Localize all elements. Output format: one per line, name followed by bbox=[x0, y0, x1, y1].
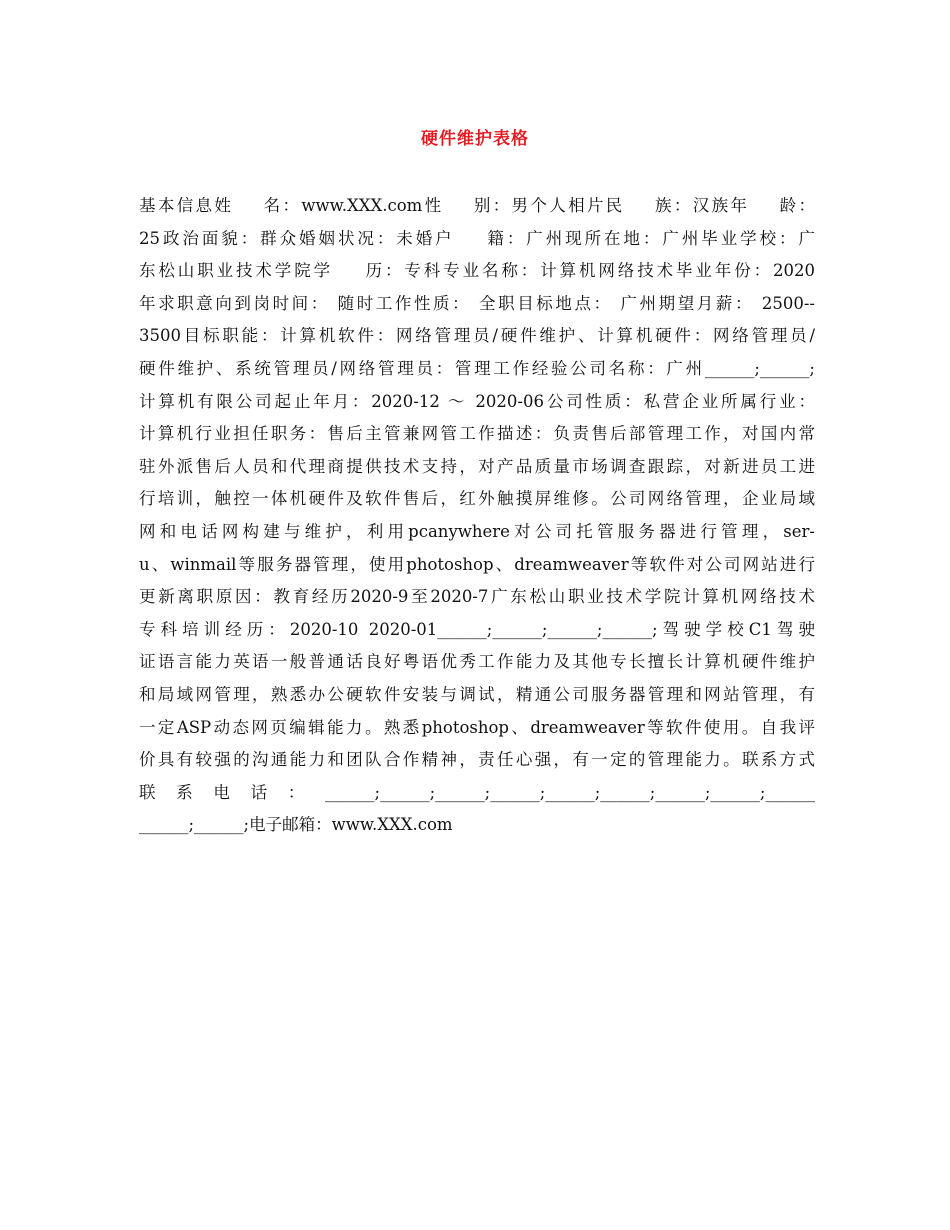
body-line-5: 3500目标职能：计算机软件：网络管理员/硬件维护、计算机硬件：网络管理员/ bbox=[139, 326, 815, 346]
body-line-20: ______;______;电子邮箱：www.XXX.com bbox=[139, 815, 453, 835]
body-line-10: 行培训，触控一体机硬件及软件售后，红外触摸屏维修。公司网络管理，企业局域 bbox=[139, 489, 815, 509]
body-line-19: 联系电话：______;______;______;______;______;______;______;______;______ bbox=[139, 782, 815, 802]
body-line-17: 一定ASP动态网页编辑能力。熟悉photoshop、dreamweaver等软件使用。自我评 bbox=[139, 717, 815, 737]
body-line-4: 年求职意向到岗时间： 随时工作性质： 全职目标地点： 广州期望月薪： 2500-- bbox=[139, 293, 815, 313]
body-line-18: 价具有较强的沟通能力和团队合作精神，责任心强，有一定的管理能力。联系方式 bbox=[139, 750, 815, 770]
body-line-7: 计算机有限公司起止年月：2020-12 ～ 2020-06公司性质：私营企业所属行业： bbox=[139, 391, 815, 411]
body-line-14: 专科培训经历：2020-10 2020-01______;______;______;______;驾驶学校C1驾驶 bbox=[139, 619, 815, 639]
document-body bbox=[139, 190, 815, 842]
body-line-11: 网和电话网构建与维护，利用pcanywhere对公司托管服务器进行管理，ser- bbox=[139, 521, 815, 541]
body-line-13: 更新离职原因：教育经历2020-9至2020-7广东松山职业技术学院计算机网络技术 bbox=[139, 587, 815, 607]
body-line-6: 硬件维护、系统管理员/网络管理员：管理工作经验公司名称：广州______;______; bbox=[139, 358, 815, 378]
body-line-16: 和局域网管理，熟悉办公硬软件安装与调试，精通公司服务器管理和网站管理，有 bbox=[139, 684, 815, 704]
body-line-15: 证语言能力英语一般普通话良好粤语优秀工作能力及其他专长擅长计算机硬件维护 bbox=[139, 652, 815, 672]
body-line-1: 基本信息姓 名：www.XXX.com性 别：男个人相片民 族：汉族年 龄： bbox=[139, 196, 815, 215]
body-line-3: 东松山职业技术学院学 历：专科专业名称：计算机网络技术毕业年份：2020 bbox=[139, 261, 815, 281]
body-line-9: 驻外派售后人员和代理商提供技术支持，对产品质量市场调查跟踪，对新进员工进 bbox=[139, 456, 815, 476]
body-line-8: 计算机行业担任职务：售后主管兼网管工作描述：负责售后部管理工作，对国内常 bbox=[139, 424, 815, 444]
body-line-2: 25政治面貌：群众婚姻状况：未婚户 籍：广州现所在地：广州毕业学校：广 bbox=[139, 228, 815, 248]
document-title: 硬件维护表格 bbox=[421, 129, 529, 149]
body-line-12: u、winmail等服务器管理，使用photoshop、dreamweaver等软件对公司网站进行 bbox=[139, 554, 815, 574]
